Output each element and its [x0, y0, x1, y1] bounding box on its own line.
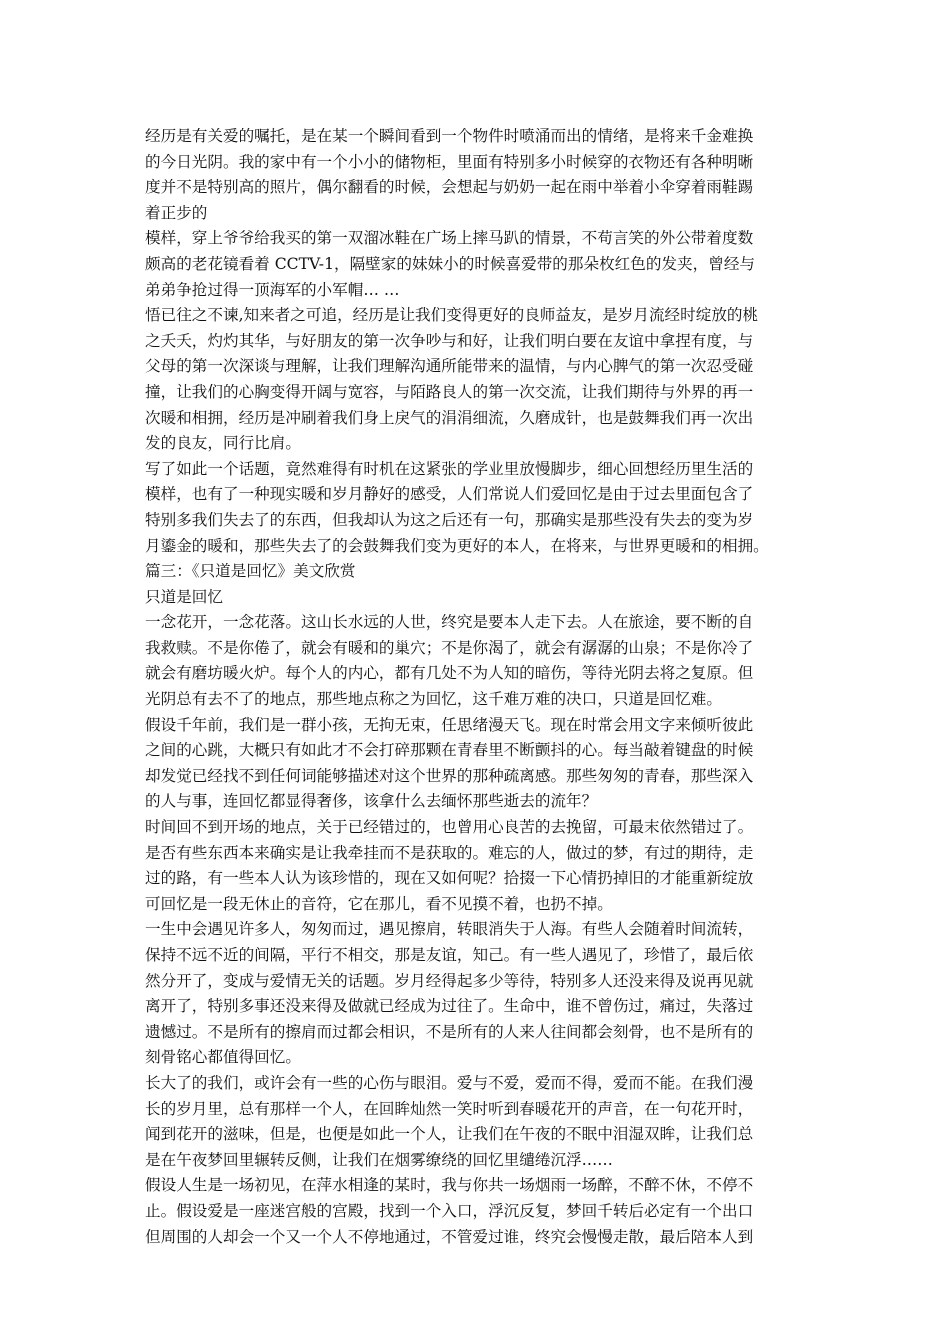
text-line: 一念花开，一念花落。这山长水远的人世，终究是要本人走下去。人在旅途，要不断的自	[145, 613, 754, 632]
text-line: 离开了，特别多事还没来得及做就已经成为过往了。生命中，谁不曾伤过，痛过，失落过	[145, 997, 754, 1016]
text-line: 悟已往之不谏,知来者之可追，经历是让我们变得更好的良师益友，是岁月流经时绽放的桃	[145, 306, 759, 325]
text-line: 次暖和相拥，经历是冲刷着我们身上戾气的涓涓细流，久磨成针，也是鼓舞我们再一次出	[145, 408, 754, 427]
text-line: 就会有磨坊暖火炉。每个人的内心，都有几处不为人知的暗伤，等待光阴去将之复原。但	[145, 664, 754, 683]
paragraph	[145, 1071, 809, 1173]
text-line: 经历是有关爱的嘱托，是在某一个瞬间看到一个物件时喷涌而出的情绪，是将来千金难换	[145, 127, 754, 145]
text-line: 篇三：《只道是回忆》美文欣赏	[145, 562, 356, 581]
text-line: 之夭夭，灼灼其华，与好朋友的第一次争吵与和好，让我们明白要在友谊中拿捏有度，与	[145, 331, 754, 350]
text-line: 之间的心跳，大概只有如此才不会打碎那颗在青春里不断颤抖的心。每当敲着键盘的时候	[145, 741, 754, 760]
text-line: 保持不远不近的间隔，平行不相交，那是友谊，知己。有一些人遇见了，珍惜了，最后依	[145, 946, 754, 964]
paragraph	[145, 226, 809, 303]
text-line: 我救赎。不是你倦了，就会有暖和的巢穴；不是你渴了，就会有潺潺的山泉；不是你冷了	[145, 638, 754, 657]
document-body	[145, 124, 809, 1250]
text-line: 却发觉已经找不到任何词能够描述对这个世界的那种疏离感。那些匆匆的青春，那些深入	[145, 766, 754, 785]
text-line: 一生中会遇见许多人，匆匆而过，遇见擦肩，转眼消失于人海。有些人会随着时间流转，	[145, 920, 754, 939]
text-line: 模样，也有了一种现实暖和岁月静好的感受，人们常说人们爱回忆是由于过去里面包含了	[145, 485, 754, 504]
paragraph	[145, 124, 809, 226]
text-line: 的人与事，连回忆都显得奢侈，该拿什么去缅怀那些逝去的流年？	[145, 792, 598, 811]
text-line: 闻到花开的滋味，但是，也便是如此一个人，让我们在午夜的不眠中泪湿双眸，让我们总	[145, 1125, 754, 1144]
text-line: 是在午夜梦回里辗转反侧，让我们在烟雾缭绕的回忆里缱绻沉浮……	[145, 1150, 613, 1169]
text-line: 父母的第一次深谈与理解，让我们理解沟通所能带来的温情，与内心脾气的第一次忍受碰	[145, 357, 754, 376]
text-line: 颇高的老花镜看着 CCTV-1，隔壁家的妹妹小的时候喜爱带的那朵枚红色的发夹，曾经与	[145, 254, 756, 273]
text-line: 模样，穿上爷爷给我买的第一双溜冰鞋在广场上摔马趴的情景，不苟言笑的外公带着度数	[145, 229, 754, 248]
paragraph	[145, 585, 809, 611]
text-line: 但周围的人却会一个又一个人不停地通过，不管爱过谁，终究会慢慢走散，最后陪本人到	[145, 1227, 754, 1246]
text-line: 刻骨铭心都值得回忆。	[145, 1048, 301, 1067]
text-line: 时间回不到开场的地点，关于已经错过的，也曾用心良苦的去挽留，可最末依然错过了。	[145, 818, 754, 837]
text-line: 可回忆是一段无休止的音符，它在那儿，看不见摸不着，也扔不掉。	[145, 894, 613, 913]
text-line: 过的路，有一些本人认为该珍惜的，现在又如何呢？拾掇一下心情扔掉旧的才能重新绽放	[145, 869, 754, 888]
text-line: 长的岁月里，总有那样一个人，在回眸灿然一笑时听到春暖花开的声音，在一句花开时，	[145, 1099, 754, 1118]
text-line: 的今日光阴。我的家中有一个小小的储物柜，里面有特别多小时候穿的衣物还有各种明晰	[145, 152, 754, 171]
text-line: 发的良友，同行比肩。	[145, 434, 301, 453]
text-line: 光阴总有去不了的地点，那些地点称之为回忆，这千难万难的决口，只道是回忆难。	[145, 690, 722, 709]
paragraph	[145, 559, 809, 585]
text-line: 遗憾过。不是所有的擦肩而过都会相识，不是所有的人来人往间都会刻骨，也不是所有的	[145, 1022, 754, 1041]
text-line: 度并不是特别高的照片，偶尔翻看的时候，会想起与奶奶一起在雨中举着小伞穿着雨鞋踢	[145, 178, 754, 197]
text-line: 假设人生是一场初见，在萍水相逢的某时，我与你共一场烟雨一场醉，不醉不休，不停不	[145, 1176, 754, 1195]
text-line: 然分开了，变成与爱情无关的话题。岁月经得起多少等待，特别多人还没来得及说再见就	[145, 971, 754, 990]
text-line: 特别多我们失去了的东西，但我却认为这之后还有一句，那确实是那些没有失去的变为岁	[145, 510, 754, 529]
paragraph	[145, 303, 809, 457]
text-line: 假设千年前，我们是一群小孩，无拘无束，任思绪漫天飞。现在时常会用文字来倾听彼此	[145, 715, 754, 734]
paragraph	[145, 1173, 809, 1250]
paragraph	[145, 815, 809, 917]
paragraph	[145, 610, 809, 712]
text-line: 撞，让我们的心胸变得开阔与宽容，与陌路良人的第一次交流，让我们期待与外界的再一	[145, 382, 754, 401]
text-line: 是否有些东西本来确实是让我牵挂而不是获取的。难忘的人，做过的梦，有过的期待，走	[145, 843, 754, 862]
paragraph	[145, 713, 809, 815]
text-line: 只道是回忆	[145, 587, 223, 606]
paragraph	[145, 917, 809, 1071]
paragraph	[145, 457, 809, 559]
text-line: 弟弟争抢过得一顶海军的小军帽… …	[145, 280, 400, 299]
text-line: 止。假设爱是一座迷宫般的宫殿，找到一个入口，浮沉反复，梦回千转后必定有一个出口	[145, 1201, 754, 1220]
text-line: 长大了的我们，或许会有一些的心伤与眼泪。爱与不爱，爱而不得，爱而不能。在我们漫	[145, 1073, 754, 1092]
text-line: 着正步的	[145, 203, 208, 222]
text-line: 月鎏金的暖和，那些失去了的会鼓舞我们变为更好的本人，在将来，与世界更暖和的相拥。	[145, 536, 769, 555]
text-line: 写了如此一个话题，竟然难得有时机在这紧张的学业里放慢脚步，细心回想经历里生活的	[145, 459, 754, 478]
